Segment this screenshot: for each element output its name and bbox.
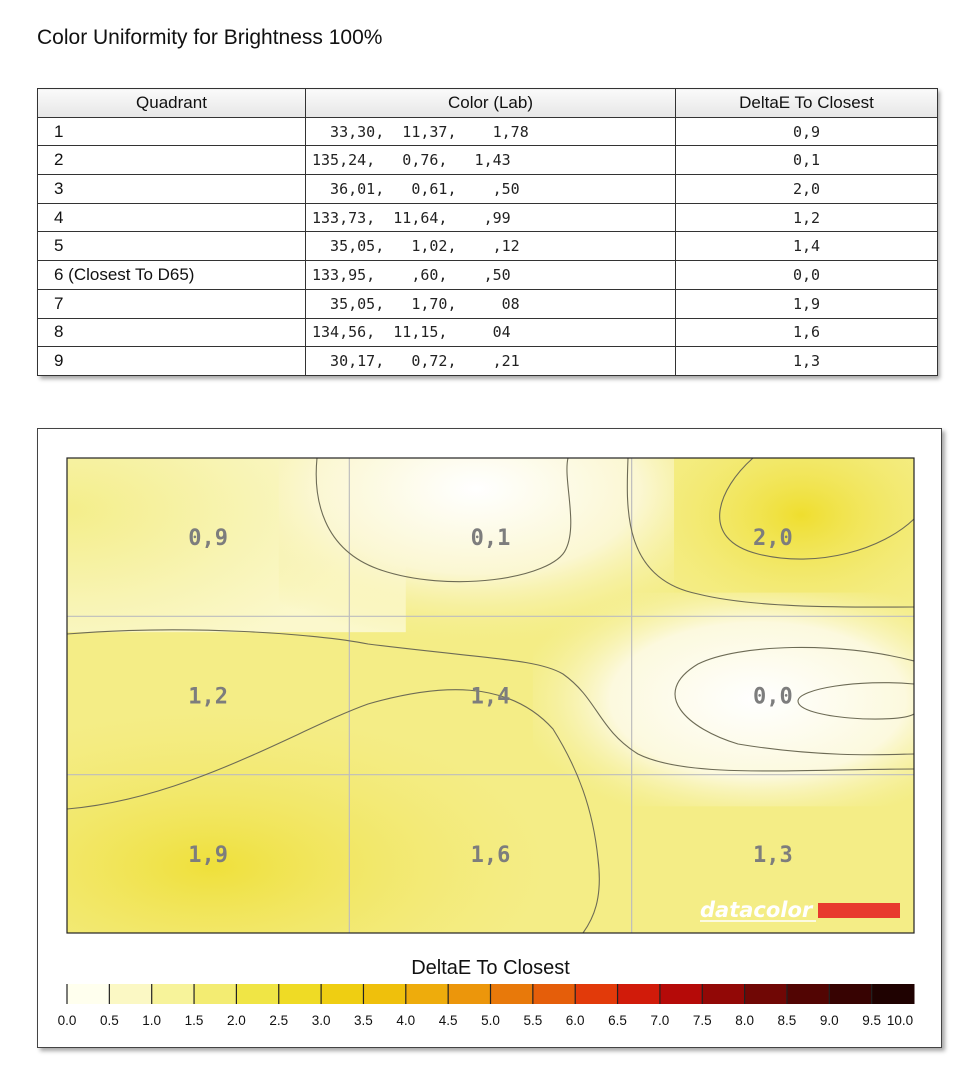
colorbar-tick-label: 6.0 <box>565 1013 585 1028</box>
cell-value-label: 0,9 <box>188 526 229 552</box>
colorbar-tick-label: 2.0 <box>227 1013 246 1028</box>
heatmap-shade <box>67 711 547 933</box>
colorbar-segment <box>533 984 576 1004</box>
lab-cell: 33,30, 11,37, 1,78 <box>306 117 676 146</box>
colorbar-segment <box>321 984 364 1004</box>
table-row <box>38 261 938 290</box>
colorbar-segment <box>406 984 449 1004</box>
colorbar-tick-label: 6.5 <box>608 1013 627 1028</box>
quadrant-cell: 3 <box>38 175 306 204</box>
colorbar-segment <box>279 984 322 1004</box>
deltae-cell: 1,4 <box>676 232 938 261</box>
cell-value-label: 0,0 <box>752 684 793 710</box>
colorbar-segment <box>109 984 152 1004</box>
cell-value-label: 2,0 <box>752 526 793 552</box>
table-row <box>38 318 938 347</box>
colorbar-tick-label: 8.0 <box>735 1013 754 1028</box>
cell-value-label: 0,1 <box>470 526 511 552</box>
colorbar-segment <box>448 984 491 1004</box>
cell-value-label: 1,9 <box>188 842 229 868</box>
quadrant-cell: 4 <box>38 203 306 232</box>
colorbar-title: DeltaE To Closest <box>411 957 570 979</box>
uniformity-chart-panel <box>37 428 942 1048</box>
quadrant-cell: 5 <box>38 232 306 261</box>
colorbar-segment <box>829 984 872 1004</box>
colorbar-tick-label: 4.0 <box>396 1013 416 1028</box>
deltae-cell: 0,1 <box>676 146 938 175</box>
lab-cell: 30,17, 0,72, ,21 <box>306 347 676 376</box>
uniformity-table <box>37 88 937 376</box>
colorbar-tick-label: 1.5 <box>184 1013 204 1028</box>
colorbar-segment <box>660 984 703 1004</box>
table-row <box>38 289 938 318</box>
colorbar-tick-label: 4.5 <box>438 1013 458 1028</box>
colorbar-segment <box>787 984 830 1004</box>
cell-value-label: 1,2 <box>188 684 229 710</box>
lab-cell: 135,24, 0,76, 1,43 <box>306 146 676 175</box>
lab-cell: 36,01, 0,61, ,50 <box>306 175 676 204</box>
colorbar-tick-label: 3.5 <box>354 1013 373 1028</box>
colorbar-segment <box>618 984 661 1004</box>
colorbar-segment <box>363 984 406 1004</box>
colorbar-segment <box>745 984 788 1004</box>
lab-cell: 35,05, 1,70, 08 <box>306 289 676 318</box>
deltae-cell: 1,6 <box>676 318 938 347</box>
table-row <box>38 232 938 261</box>
quadrant-cell: 6 (Closest To D65) <box>38 261 306 290</box>
colorbar-tick-label: 1.0 <box>142 1013 162 1028</box>
colorbar-segment <box>152 984 195 1004</box>
colorbar-tick-label: 9.0 <box>819 1013 839 1028</box>
uniformity-heatmap <box>38 429 941 1047</box>
cell-value-label: 1,3 <box>752 842 793 868</box>
cell-value-label: 1,4 <box>470 684 511 710</box>
colorbar-segment <box>67 984 110 1004</box>
cell-value-label: 1,6 <box>470 842 511 868</box>
header-color-lab: Color (Lab) <box>306 89 676 118</box>
table-row <box>38 175 938 204</box>
lab-cell: 134,56, 11,15, 04 <box>306 318 676 347</box>
colorbar-tick-label: 7.0 <box>650 1013 670 1028</box>
deltae-cell: 1,3 <box>676 347 938 376</box>
table-row <box>38 146 938 175</box>
page-title: Color Uniformity for Brightness 100% <box>37 26 383 49</box>
deltae-cell: 0,0 <box>676 261 938 290</box>
lab-cell: 133,95, ,60, ,50 <box>306 261 676 290</box>
header-quadrant: Quadrant <box>38 89 306 118</box>
table-row <box>38 347 938 376</box>
quadrant-cell: 9 <box>38 347 306 376</box>
colorbar-tick-label: 0.0 <box>57 1013 77 1028</box>
quadrant-cell: 1 <box>38 117 306 146</box>
colorbar-tick-label: 3.0 <box>311 1013 331 1028</box>
colorbar-segment <box>491 984 534 1004</box>
table-row <box>38 203 938 232</box>
deltae-cell: 2,0 <box>676 175 938 204</box>
deltae-cell: 0,9 <box>676 117 938 146</box>
datacolor-logo-bar <box>818 903 900 918</box>
colorbar-segment <box>194 984 237 1004</box>
datacolor-logo: datacolor <box>700 898 813 922</box>
lab-cell: 35,05, 1,02, ,12 <box>306 232 676 261</box>
colorbar-segment <box>575 984 618 1004</box>
colorbar-tick-label: 7.5 <box>692 1013 712 1028</box>
colorbar-tick-label: 5.5 <box>523 1013 543 1028</box>
colorbar-segment <box>236 984 279 1004</box>
lab-cell: 133,73, 11,64, ,99 <box>306 203 676 232</box>
header-deltae: DeltaE To Closest <box>676 89 938 118</box>
colorbar-tick-label: 5.0 <box>481 1013 500 1028</box>
colorbar-tick-label: 8.5 <box>777 1013 797 1028</box>
colorbar-tick-label: 10.0 <box>886 1013 914 1028</box>
deltae-cell: 1,2 <box>676 203 938 232</box>
deltae-cell: 1,9 <box>676 289 938 318</box>
quadrant-cell: 2 <box>38 146 306 175</box>
colorbar-tick-label: 2.5 <box>269 1013 289 1028</box>
colorbar-segment <box>702 984 745 1004</box>
quadrant-cell: 8 <box>38 318 306 347</box>
quadrant-cell: 7 <box>38 289 306 318</box>
colorbar-tick-label: 9.5 <box>862 1013 882 1028</box>
colorbar-segment <box>872 984 915 1004</box>
colorbar-tick-label: 0.5 <box>99 1013 119 1028</box>
table-row <box>38 117 938 146</box>
